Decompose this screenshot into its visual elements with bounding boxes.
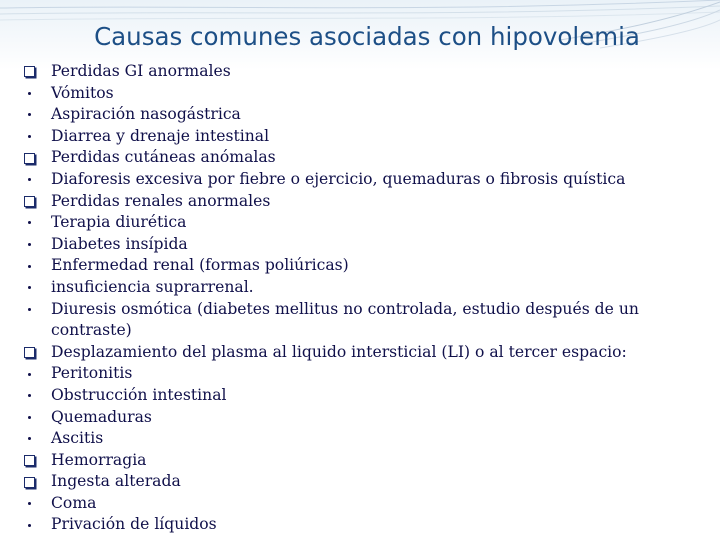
list-item-text: Quemaduras <box>51 407 152 426</box>
dot-bullet-icon <box>22 514 36 536</box>
list-item-text: Diaforesis excesiva por fiebre o ejercicio, quemaduras o fibrosis quística <box>51 169 626 188</box>
list-item <box>22 342 712 364</box>
list-item <box>22 277 712 299</box>
list-item-text: Perdidas GI anormales <box>51 62 231 80</box>
list-item <box>22 407 712 429</box>
square-bullet-icon <box>22 147 36 169</box>
dot-bullet-icon <box>22 385 36 407</box>
list-item <box>22 450 712 472</box>
square-bullet-icon <box>22 191 36 213</box>
list-item-text: Diabetes insípida <box>51 234 188 253</box>
list-item <box>22 83 712 105</box>
list-item-text: Aspiración nasogástrica <box>51 105 241 124</box>
square-bullet-icon <box>22 61 36 83</box>
square-bullet-icon <box>22 342 36 364</box>
list-item-text: Hemorragia <box>51 450 147 469</box>
list-item-text: Diarrea y drenaje intestinal <box>51 126 270 145</box>
list-item-text: Perdidas cutáneas anómalas <box>51 148 276 167</box>
dot-bullet-icon <box>22 407 36 429</box>
dot-bullet-icon <box>22 363 36 385</box>
list-item-text: Privación de líquidos <box>51 515 217 534</box>
list-item <box>22 385 712 407</box>
list-item <box>22 428 712 450</box>
slide-title: Causas comunes asociadas con hipovolemia <box>94 22 640 51</box>
list-item-text: Terapia diurética <box>51 213 187 232</box>
list-item <box>22 212 712 234</box>
bullet-list <box>22 61 712 536</box>
list-item <box>22 493 712 515</box>
list-item-text: Vómitos <box>51 83 114 102</box>
dot-bullet-icon <box>22 255 36 277</box>
dot-bullet-icon <box>22 299 36 321</box>
list-item <box>22 299 712 342</box>
list-item-text: insuficiencia suprarrenal. <box>51 277 254 296</box>
list-item-text: Ascitis <box>51 429 104 448</box>
dot-bullet-icon <box>22 277 36 299</box>
list-item-text: Ingesta alterada <box>51 472 181 491</box>
list-item-text: Obstrucción intestinal <box>51 385 227 404</box>
list-item <box>22 255 712 277</box>
list-item <box>22 147 712 169</box>
dot-bullet-icon <box>22 212 36 234</box>
dot-bullet-icon <box>22 234 36 256</box>
list-item-text: Perdidas renales anormales <box>51 191 271 210</box>
list-item <box>22 104 712 126</box>
square-bullet-icon <box>22 471 36 493</box>
dot-bullet-icon <box>22 83 36 105</box>
list-item <box>22 169 712 191</box>
list-item-text: Coma <box>51 493 97 512</box>
square-bullet-icon <box>22 450 36 472</box>
list-item <box>22 514 712 536</box>
list-item <box>22 61 712 83</box>
list-item <box>22 234 712 256</box>
list-item <box>22 191 712 213</box>
dot-bullet-icon <box>22 428 36 450</box>
list-item-text: Desplazamiento del plasma al liquido intersticial (LI) o al tercer espacio: <box>51 342 627 361</box>
list-item-text: Enfermedad renal (formas poliúricas) <box>51 256 349 275</box>
dot-bullet-icon <box>22 126 36 148</box>
dot-bullet-icon <box>22 104 36 126</box>
dot-bullet-icon <box>22 493 36 515</box>
list-item <box>22 471 712 493</box>
dot-bullet-icon <box>22 169 36 191</box>
list-item <box>22 363 712 385</box>
list-item-text: Diuresis osmótica (diabetes mellitus no controlada, estudio después de un contraste) <box>51 299 639 340</box>
list-item <box>22 126 712 148</box>
list-item-text: Peritonitis <box>51 364 133 383</box>
